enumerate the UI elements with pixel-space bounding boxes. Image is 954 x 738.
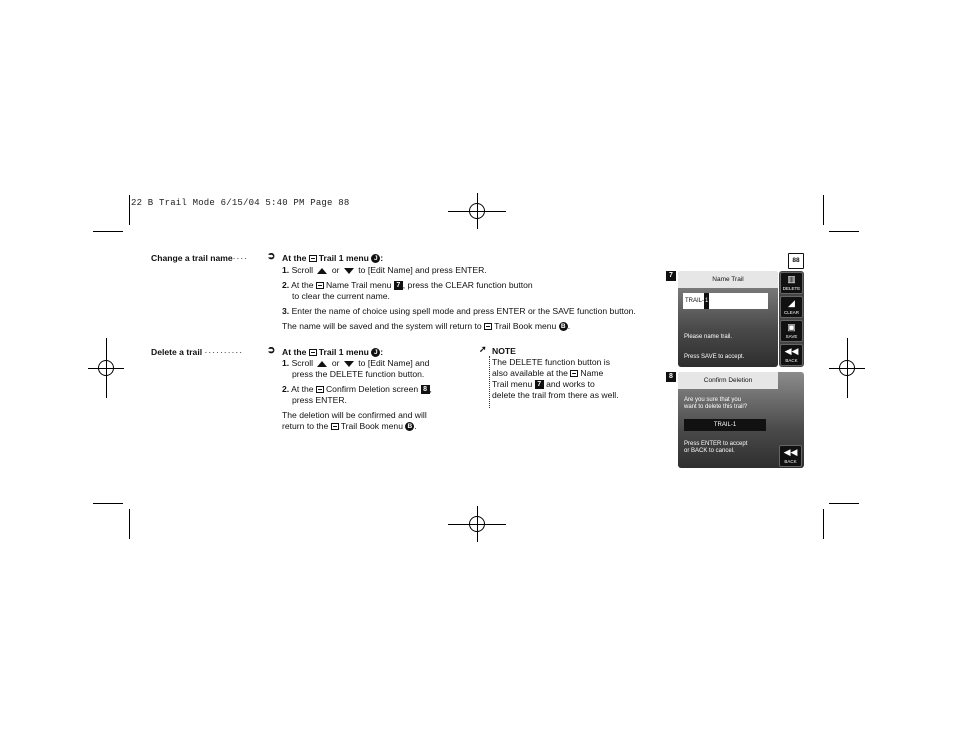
trash-icon: ▥ xyxy=(787,274,796,284)
change-name-step-2-cont: to clear the current name. xyxy=(292,291,390,301)
trail-name-input[interactable]: TRAIL-1 xyxy=(683,293,768,309)
back-icon: ◀◀ xyxy=(784,346,799,356)
back-button[interactable]: ◀◀ BACK xyxy=(780,344,803,366)
action-arrow-icon: ➲ xyxy=(267,251,276,262)
crop-mark-br-v xyxy=(823,509,824,539)
registration-mark-bottom xyxy=(448,506,506,542)
ref-circle: J xyxy=(371,348,380,357)
crop-mark-br-h xyxy=(829,503,859,504)
delete-trail-step-2-cont: press ENTER. xyxy=(292,395,347,405)
confirm-question-2: want to delete this trail? xyxy=(684,404,748,410)
crop-mark-tr-h xyxy=(829,231,859,232)
delete-button[interactable]: ▥ DELETE xyxy=(780,272,803,294)
note-line-2: also available at the Name xyxy=(492,368,604,378)
screen-8-tag: 8 xyxy=(666,372,676,382)
ref-circle: B xyxy=(405,422,414,431)
confirm-hint-2: or BACK to cancel. xyxy=(684,448,735,454)
print-slug: 22 B Trail Mode 6/15/04 5:40 PM Page 88 xyxy=(131,198,350,208)
up-arrow-icon xyxy=(317,361,327,367)
delete-trail-label: Delete a trail ·········· xyxy=(151,347,244,357)
ref-square: 7 xyxy=(394,281,403,290)
note-line-4: delete the trail from there as well. xyxy=(492,390,619,400)
delete-trail-step-2: 2. At the Confirm Deletion screen 8 , xyxy=(282,384,432,394)
save-icon: ▣ xyxy=(787,322,796,332)
page-number: 88 xyxy=(788,253,804,269)
up-arrow-icon xyxy=(317,268,327,274)
change-name-step-2: 2. At the Name Trail menu 7 , press the CLEAR function button xyxy=(282,280,533,290)
delete-trail-header: At the Trail 1 menu J : xyxy=(282,347,384,357)
confirm-question-1: Are you sure that you xyxy=(684,397,742,403)
ref-square: 8 xyxy=(421,385,430,394)
change-name-result: The name will be saved and the system will return to Trail Book menu B . xyxy=(282,321,571,331)
text-cursor: 1 xyxy=(704,293,709,309)
change-name-step-1: 1. Scroll or to [Edit Name] and press ENTER. xyxy=(282,265,487,275)
screen-prompt: Please name trail. xyxy=(684,334,733,340)
screen-title: Name Trail xyxy=(678,271,778,288)
back-button[interactable]: ◀◀ BACK xyxy=(779,445,802,467)
note-title: NOTE xyxy=(492,346,516,356)
down-arrow-icon xyxy=(344,361,354,367)
crop-mark-tr-v xyxy=(823,195,824,225)
menu-icon xyxy=(316,282,324,289)
ref-circle: B xyxy=(559,322,568,331)
screen-hint: Press SAVE to accept. xyxy=(684,354,745,360)
change-name-step-3: 3. Enter the name of choice using spell mode and press ENTER or the SAVE function button. xyxy=(282,306,636,316)
change-name-label: Change a trail name···· xyxy=(151,253,249,263)
registration-mark-right xyxy=(829,338,865,398)
change-name-header: At the Trail 1 menu J : xyxy=(282,253,384,263)
delete-trail-step-1: 1. Scroll or to [Edit Name] and xyxy=(282,358,430,368)
registration-mark-left xyxy=(88,338,124,398)
menu-icon xyxy=(316,386,324,393)
eraser-icon: ◢ xyxy=(788,298,795,308)
note-line-3: Trail menu 7 and works to xyxy=(492,379,595,389)
trail-name-display: TRAIL-1 xyxy=(684,419,766,431)
crop-mark-bl-h xyxy=(93,503,123,504)
menu-icon xyxy=(309,349,317,356)
function-button-column xyxy=(779,271,804,367)
delete-trail-result-2: return to the Trail Book menu B . xyxy=(282,421,417,431)
save-button[interactable]: ▣ SAVE xyxy=(780,320,803,342)
back-icon: ◀◀ xyxy=(783,447,798,457)
down-arrow-icon xyxy=(344,268,354,274)
confirm-hint-1: Press ENTER to accept xyxy=(684,441,748,447)
registration-mark-top xyxy=(448,193,506,229)
clear-button[interactable]: ◢ CLEAR xyxy=(780,296,803,318)
screen-7-tag: 7 xyxy=(666,271,676,281)
menu-icon xyxy=(331,423,339,430)
note-line-1: The DELETE function button is xyxy=(492,357,610,367)
ref-circle: J xyxy=(371,254,380,263)
delete-trail-result-1: The deletion will be confirmed and will xyxy=(282,410,427,420)
name-trail-screen xyxy=(678,271,778,367)
note-divider xyxy=(489,356,490,408)
crop-mark-tl-v xyxy=(129,195,130,225)
delete-trail-step-1-cont: press the DELETE function button. xyxy=(292,369,425,379)
note-arrow-icon: ➚ xyxy=(479,344,487,354)
screen-title: Confirm Deletion xyxy=(678,372,778,389)
confirm-deletion-screen xyxy=(678,372,804,468)
ref-square: 7 xyxy=(535,380,544,389)
menu-icon xyxy=(309,255,317,262)
menu-icon xyxy=(570,370,578,377)
menu-icon xyxy=(484,323,492,330)
action-arrow-icon: ➲ xyxy=(267,345,276,356)
crop-mark-tl-h xyxy=(93,231,123,232)
crop-mark-bl-v xyxy=(129,509,130,539)
